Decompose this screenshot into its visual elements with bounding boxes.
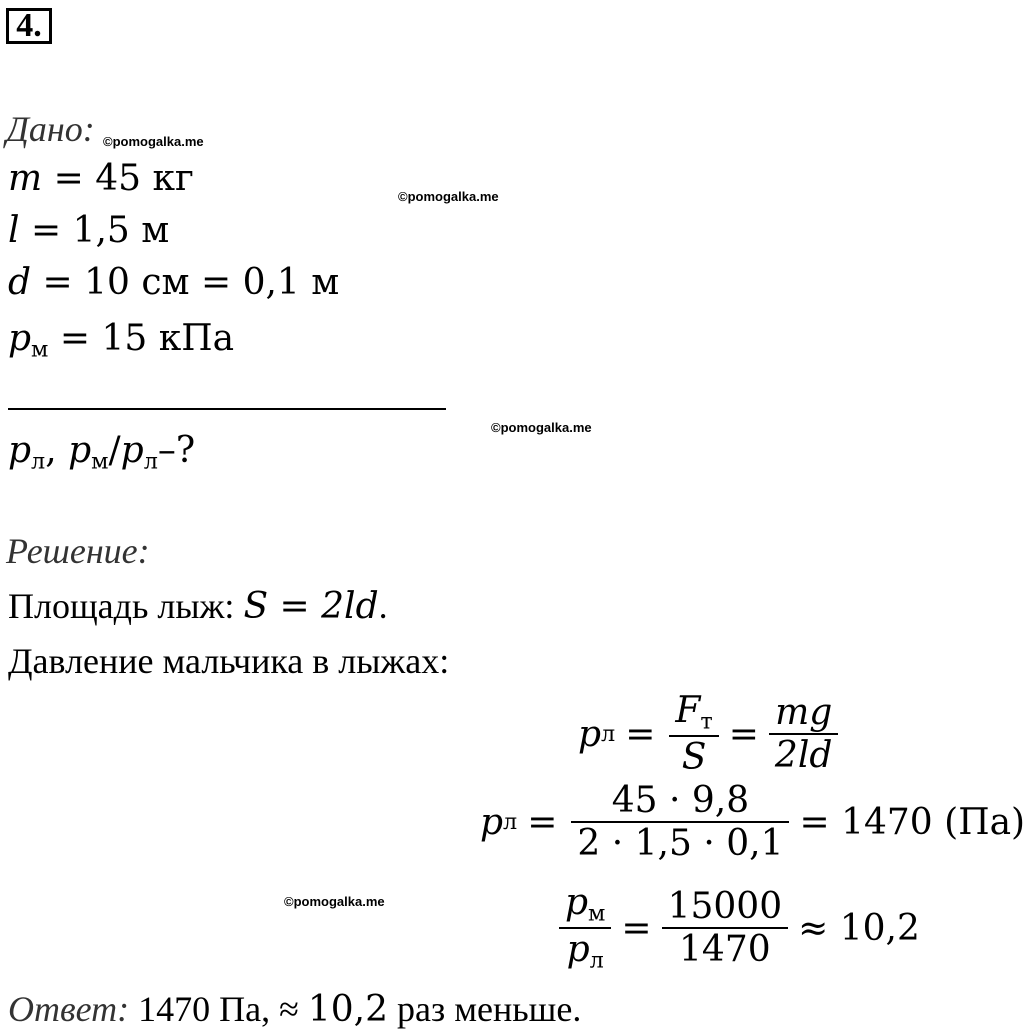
watermark: ©pomogalka.me bbox=[491, 420, 592, 435]
watermark: ©pomogalka.me bbox=[103, 134, 204, 149]
answer-text-a: 1470 Па, ≈ bbox=[129, 989, 308, 1029]
area-formula: S = 2ld bbox=[243, 586, 379, 627]
fraction bbox=[662, 886, 789, 971]
num: 15000 bbox=[667, 885, 783, 927]
answer-value: 10,2 bbox=[307, 989, 389, 1030]
pressure-text: Давление мальчика в лыжах: bbox=[8, 641, 450, 681]
den: 2ld bbox=[774, 735, 833, 777]
find: $p_л$, $p_м/p_л-$? bbox=[8, 430, 196, 475]
var: m bbox=[8, 158, 43, 199]
given-pressure-m bbox=[8, 318, 234, 363]
lhs-sub: л bbox=[503, 809, 518, 836]
area-text: Площадь лыж: bbox=[8, 586, 244, 626]
solution-heading: Решение: bbox=[6, 531, 150, 571]
num-sub: т bbox=[700, 708, 713, 735]
given-mass bbox=[8, 158, 194, 199]
given-length bbox=[8, 210, 169, 251]
fraction bbox=[559, 882, 611, 975]
num: 45 · 9,8 bbox=[611, 780, 750, 821]
answer-line bbox=[8, 988, 581, 1030]
fraction bbox=[669, 690, 718, 779]
lhs-sub: л bbox=[601, 721, 616, 748]
formula-2: p л = $\frac{45 \cdot 9,8}{2 \cdot 1,5 \cdot 0,1}$ = 1470 (Па) bbox=[480, 780, 1025, 865]
formula-3: $\frac{p_м}{p_л}$ = $\frac{15000}{1470}$ ≈ 10,2 bbox=[555, 882, 920, 975]
result: = 1470 (Па) bbox=[799, 801, 1025, 843]
formula-1: p л = $\frac{F_т}{S}$ = $\frac{mg}{2ld}$ bbox=[578, 690, 842, 779]
den: 1470 bbox=[679, 929, 771, 971]
lhs: p bbox=[480, 801, 504, 843]
num: p bbox=[565, 882, 589, 923]
watermark: ©pomogalka.me bbox=[398, 189, 499, 204]
den-sub: л bbox=[589, 948, 604, 975]
value: = 15 кПа bbox=[48, 318, 235, 359]
given-heading: Дано: bbox=[6, 109, 95, 149]
var: p bbox=[8, 318, 32, 359]
lhs: p bbox=[578, 713, 602, 755]
divider bbox=[8, 408, 446, 410]
value: = 10 см = 0,1 м bbox=[31, 262, 340, 303]
answer-label: Ответ: bbox=[8, 989, 130, 1029]
area-end: . bbox=[378, 586, 388, 626]
problem-number: 4. bbox=[6, 8, 52, 44]
var: l bbox=[8, 210, 20, 251]
sub: м bbox=[31, 336, 49, 363]
result: ≈ 10,2 bbox=[798, 907, 920, 949]
den: 2 · 1,5 · 0,1 bbox=[577, 823, 784, 865]
var: d bbox=[8, 262, 32, 303]
watermark: ©pomogalka.me bbox=[284, 894, 385, 909]
area-line bbox=[8, 585, 388, 627]
given-width bbox=[8, 262, 339, 303]
num: F bbox=[675, 690, 701, 731]
answer-text-c: раз меньше. bbox=[388, 989, 582, 1029]
den: S bbox=[681, 737, 707, 779]
value: = 1,5 м bbox=[19, 210, 170, 251]
fraction bbox=[769, 692, 838, 777]
den: p bbox=[566, 929, 590, 971]
fraction bbox=[571, 780, 789, 865]
num-sub: м bbox=[588, 900, 606, 927]
value: = 45 кг bbox=[42, 158, 194, 199]
num: mg bbox=[775, 691, 833, 733]
